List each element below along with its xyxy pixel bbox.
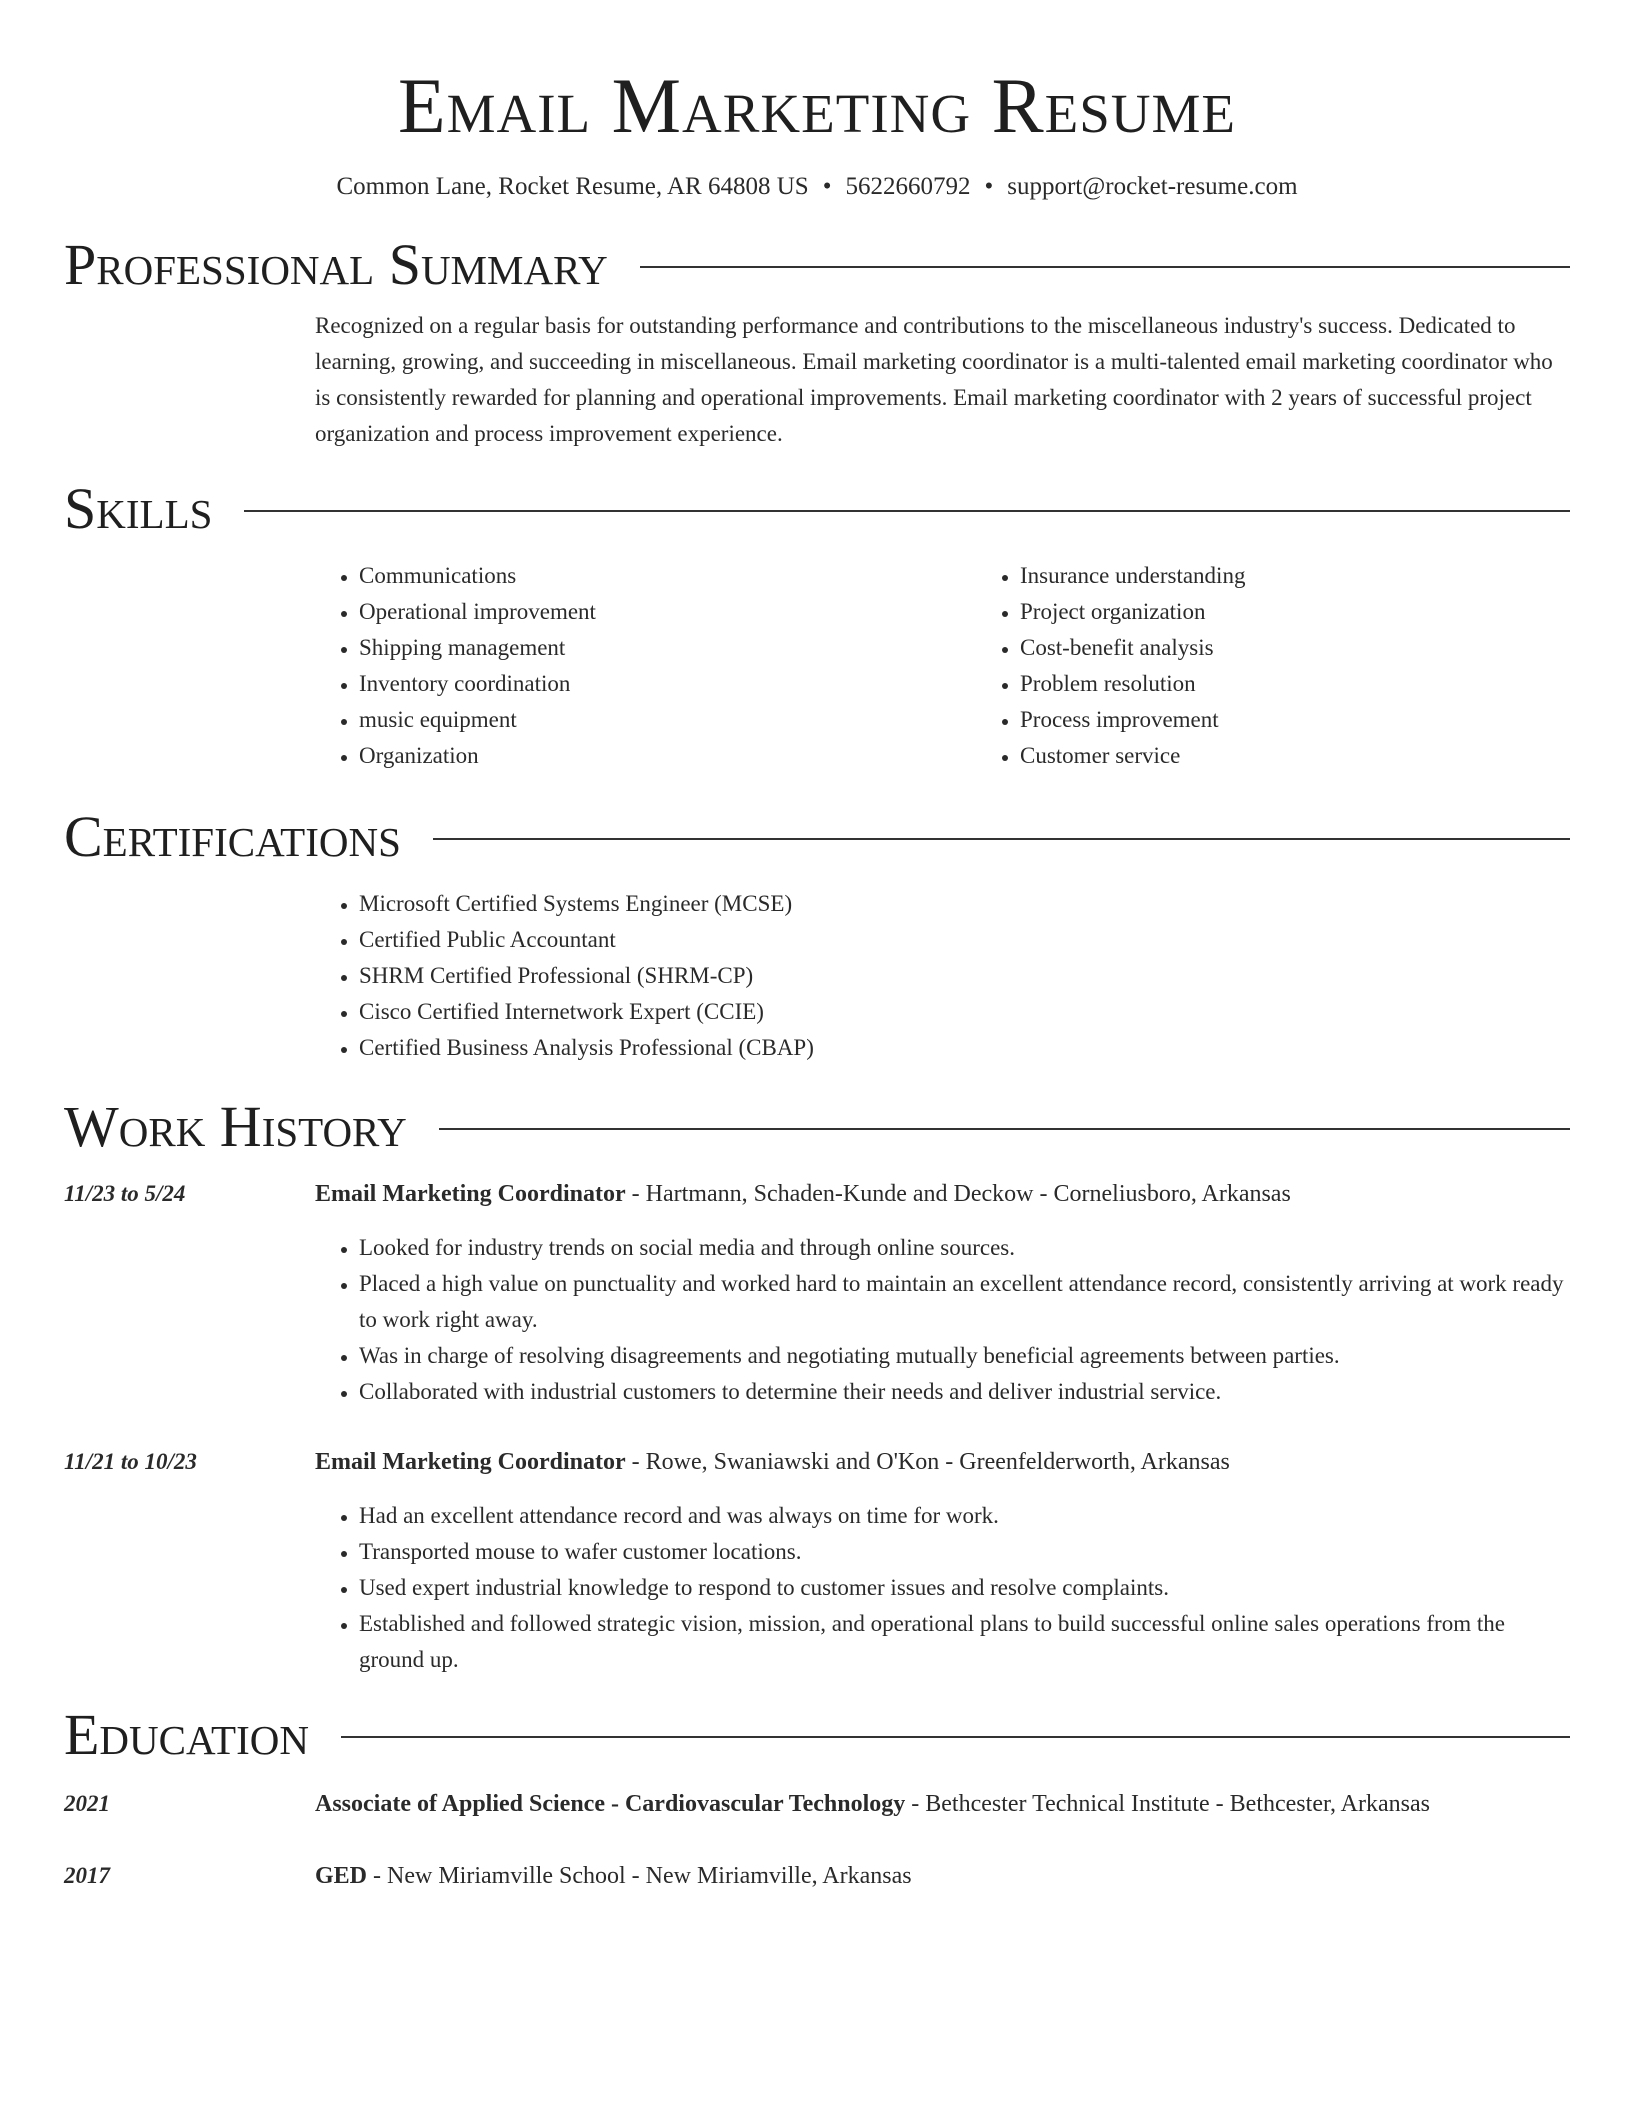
skill-item: • Cost-benefit analysis [1020, 630, 1632, 666]
job-bullet: • Transported mouse to wafer customer locations. [359, 1534, 1570, 1570]
section-divider [640, 266, 1570, 268]
section-divider [244, 510, 1570, 512]
job-bullets [315, 1230, 1570, 1410]
job-dates: 11/23 to 5/24 [64, 1181, 186, 1206]
contact-separator: • [984, 173, 994, 200]
skill-item: • Customer service [1020, 738, 1632, 774]
job-title: Email Marketing Coordinator [315, 1181, 626, 1207]
skill-item: • music equipment [359, 702, 976, 738]
section-divider [433, 838, 1570, 840]
education-school: - New Miriamville School - New Miriamville, Arkansas [367, 1863, 912, 1889]
contact-address: Common Lane, Rocket Resume, AR 64808 US [336, 173, 809, 200]
resume-page [64, 0, 1570, 1894]
job-dates: 11/21 to 10/23 [64, 1449, 197, 1474]
education-entry [64, 1858, 1570, 1894]
job-header [315, 1176, 1570, 1212]
job-employer: - Rowe, Swaniawski and O'Kon - Greenfelderworth, Arkansas [625, 1449, 1230, 1475]
summary-body [315, 308, 1570, 452]
skills-column-left [315, 558, 976, 774]
skills-column-right [976, 558, 1632, 774]
summary-section-header [64, 232, 1570, 298]
certifications-heading: Certifications [64, 804, 401, 869]
education-heading: Education [64, 1702, 309, 1767]
skill-item: • Process improvement [1020, 702, 1632, 738]
resume-title: Email Marketing Resume [397, 62, 1237, 149]
certification-item: • Microsoft Certified Systems Engineer (MCSE) [359, 886, 1570, 922]
certification-item: • Cisco Certified Internetwork Expert (CCIE) [359, 994, 1570, 1030]
job-entry [64, 1176, 1570, 1410]
skill-item: • Problem resolution [1020, 666, 1632, 702]
skills-heading: Skills [64, 476, 213, 541]
job-bullet: • Used expert industrial knowledge to respond to customer issues and resolve complaints. [359, 1570, 1570, 1606]
section-divider [439, 1128, 1570, 1130]
certification-item: • SHRM Certified Professional (SHRM-CP) [359, 958, 1570, 994]
job-bullet: • Established and followed strategic vision, mission, and operational plans to build successful online sales operations from the ground up. [359, 1606, 1570, 1678]
job-bullet: • Was in charge of resolving disagreements and negotiating mutually beneficial agreements between parties. [359, 1338, 1570, 1374]
job-entry [64, 1444, 1570, 1678]
contact-line [64, 172, 1570, 202]
education-header [315, 1858, 1570, 1894]
skill-item: • Inventory coordination [359, 666, 976, 702]
job-header [315, 1444, 1570, 1480]
skills-list [315, 558, 1570, 774]
contact-separator: • [822, 173, 832, 200]
skills-section-header [64, 476, 1570, 542]
job-title: Email Marketing Coordinator [315, 1449, 626, 1475]
education-degree: Associate of Applied Science - Cardiovascular Technology [315, 1791, 906, 1817]
education-entry [64, 1786, 1570, 1822]
job-bullets [315, 1498, 1570, 1678]
summary-heading: Professional Summary [64, 232, 608, 297]
contact-phone: 5622660792 [845, 173, 971, 200]
work-heading: Work History [64, 1094, 407, 1159]
certification-item: • Certified Business Analysis Professional (CBAP) [359, 1030, 1570, 1066]
contact-email[interactable]: support@rocket-resume.com [1007, 173, 1298, 200]
job-employer: - Hartmann, Schaden-Kunde and Deckow - Corneliusboro, Arkansas [625, 1181, 1291, 1207]
job-bullet: • Looked for industry trends on social media and through online sources. [359, 1230, 1570, 1266]
certifications-section-header [64, 804, 1570, 870]
education-degree: GED [315, 1863, 368, 1889]
job-bullet: • Had an excellent attendance record and was always on time for work. [359, 1498, 1570, 1534]
education-year: 2017 [64, 1863, 110, 1888]
job-bullet: • Placed a high value on punctuality and worked hard to maintain an excellent attendance record, consistently arriving at work ready to work right away. [359, 1266, 1570, 1338]
work-section-header [64, 1094, 1570, 1160]
education-header [315, 1786, 1570, 1822]
section-divider [341, 1736, 1570, 1738]
skill-item: • Operational improvement [359, 594, 976, 630]
certifications-list [315, 886, 1570, 1066]
education-school: - Bethcester Technical Institute - Bethcester, Arkansas [905, 1791, 1430, 1817]
skill-item: • Communications [359, 558, 976, 594]
education-section-header [64, 1702, 1570, 1768]
job-bullet: • Collaborated with industrial customers to determine their needs and deliver industrial service. [359, 1374, 1570, 1410]
summary-text: Recognized on a regular basis for outstanding performance and contributions to the miscellaneous industry's success. Dedicated to learning, growing, and succeeding in miscellaneous. Email marketing coordinator is a multi-talented email marketing coordinator who is consistently rewarded for planning and operational improvements. Email marketing coordinator with 2 years of successful project organization and process improvement experience. [315, 313, 1553, 446]
certification-item: • Certified Public Accountant [359, 922, 1570, 958]
skill-item: • Organization [359, 738, 976, 774]
skill-item: • Project organization [1020, 594, 1632, 630]
skill-item: • Insurance understanding [1020, 558, 1632, 594]
education-year: 2021 [64, 1791, 110, 1816]
skill-item: • Shipping management [359, 630, 976, 666]
